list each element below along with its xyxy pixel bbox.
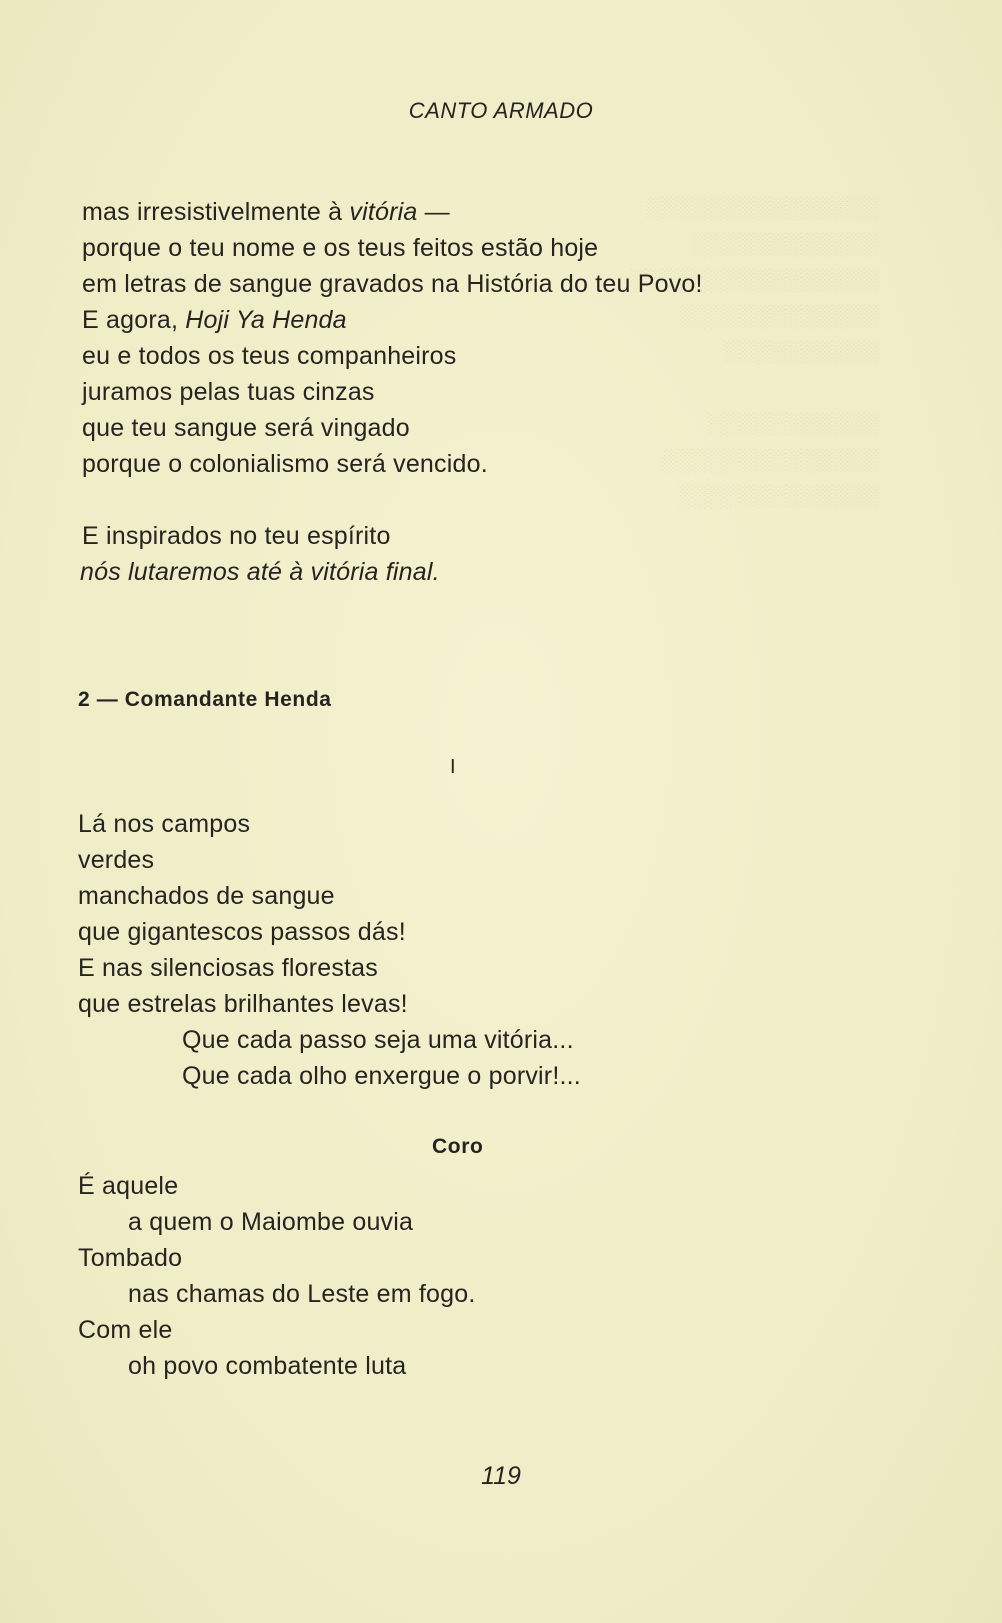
chorus-line-indented: a quem o Maiombe ouvia: [128, 1208, 414, 1236]
page-number: 119: [481, 1462, 521, 1490]
verse-line: E inspirados no teu espírito: [82, 522, 391, 550]
chorus-label: Coro: [432, 1135, 484, 1158]
part-numeral: I: [450, 756, 456, 778]
verse-line: manchados de sangue: [78, 882, 335, 910]
verse-line: porque o teu nome e os teus feitos estão hoje: [82, 234, 599, 262]
verse-line: E nas silenciosas florestas: [78, 954, 378, 982]
running-header: CANTO ARMADO: [408, 98, 594, 123]
chorus-line: Com ele: [78, 1316, 173, 1344]
verse-line: E agora, Hoji Ya Henda: [82, 306, 347, 334]
verse-line: em letras de sangue gravados na História do teu Povo!: [82, 270, 703, 298]
verse-line-text: mas irresistivelmente à vitória —: [82, 198, 450, 226]
verse-line: Lá nos campos: [78, 810, 251, 838]
verse-line: eu e todos os teus companheiros: [82, 342, 457, 370]
verse-line: verdes: [78, 846, 155, 874]
chorus-line: Tombado: [78, 1244, 183, 1272]
verse-line: que estrelas brilhantes levas!: [78, 990, 408, 1018]
verse-line: juramos pelas tuas cinzas: [82, 378, 375, 406]
show-through-text: ░░░░░░░░░░░░░░░ ░░░░░░░░░░░░ ░░░░░░░░░░░░░░░░ ░░░░░░░░░░░░░ ░░░░░░░░░░ ░░░░░░░░░░░ ░░░░░░░░░░░░░░ ░░░░░░░░░░░░░: [630, 195, 880, 508]
verse-line-indented: Que cada olho enxergue o porvir!...: [182, 1062, 581, 1090]
verse-line: [82, 198, 450, 227]
section-title: 2 — Comandante Henda: [78, 688, 332, 711]
verse-line-italic: nós lutaremos até à vitória final.: [80, 558, 440, 586]
chorus-line-indented: nas chamas do Leste em fogo.: [128, 1280, 476, 1308]
emphasis-text: vitória: [349, 198, 418, 226]
chorus-line: É aquele: [78, 1172, 179, 1200]
chorus-line-indented: oh povo combatente luta: [128, 1352, 407, 1380]
verse-line: que gigantescos passos dás!: [78, 918, 406, 946]
verse-line: que teu sangue será vingado: [82, 414, 410, 442]
verse-line-indented: Que cada passo seja uma vitória...: [182, 1026, 574, 1054]
verse-line: porque o colonialismo será vencido.: [82, 450, 488, 478]
emphasis-text: Hoji Ya Henda: [185, 306, 347, 334]
